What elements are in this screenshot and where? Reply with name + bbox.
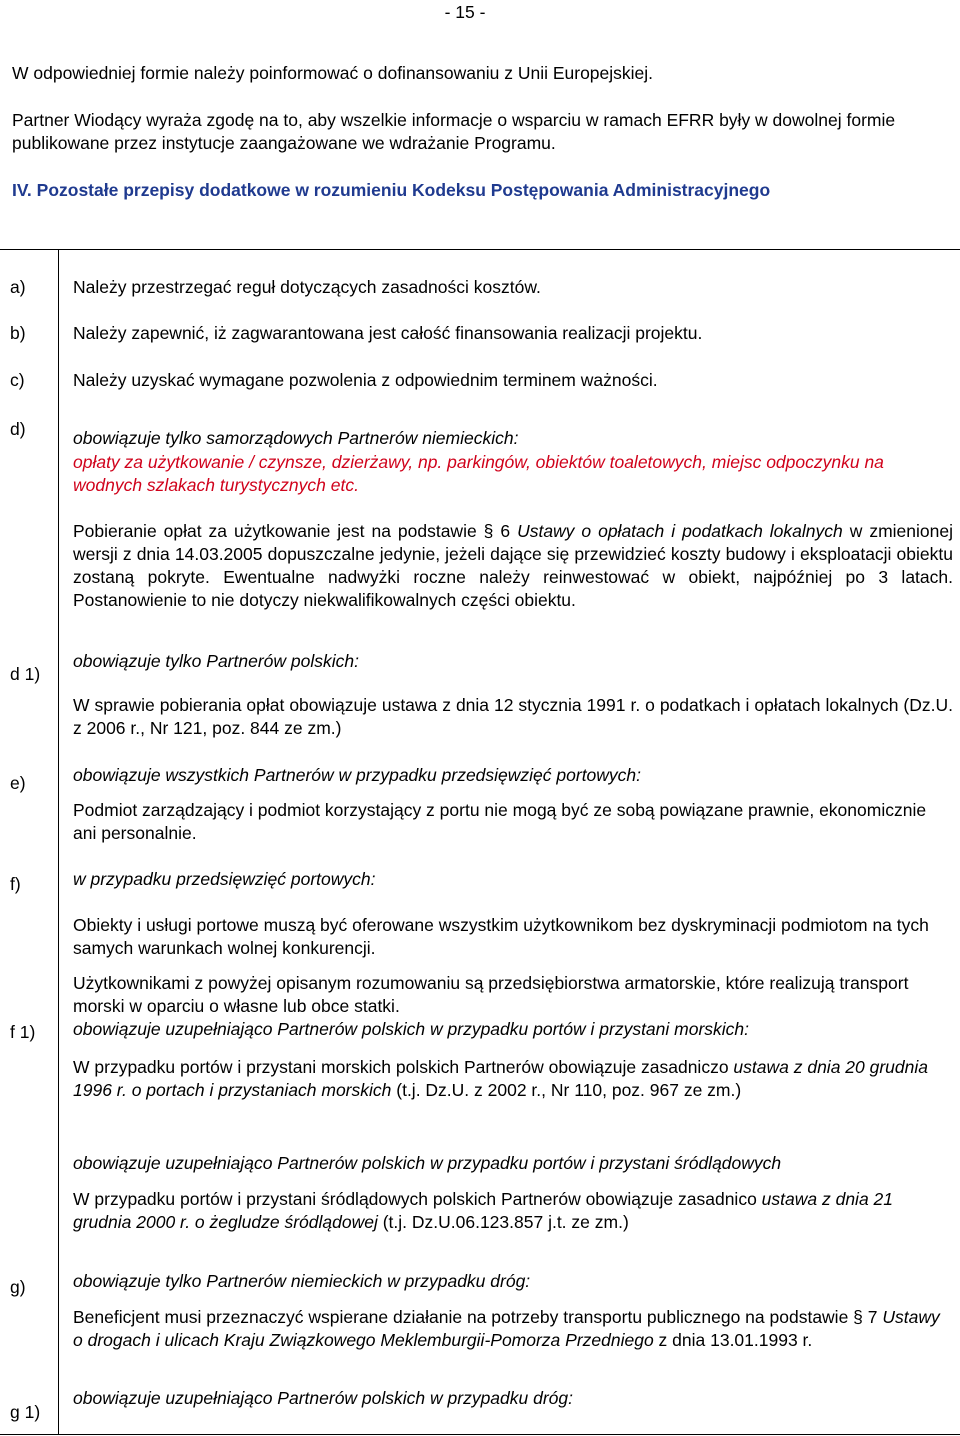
- item-e-label: e): [10, 773, 26, 793]
- item-g-law-title: Ustawy o drogach i ulicach Kraju Związkowego Meklemburgii-Pomorza Przedniego: [73, 1307, 940, 1350]
- item-f1-scope-2: obowiązuje uzupełniająco Partnerów polskich w przypadku portów i przystani śródlądowych: [73, 1153, 782, 1173]
- item-g-body-part-2: z dnia 13.01.1993 r.: [653, 1330, 813, 1350]
- item-e-scope: obowiązuje wszystkich Partnerów w przypadku przedsięwzięć portowych:: [73, 765, 642, 785]
- item-f-body-1: Obiekty i usługi portowe muszą być oferowane wszystkim użytkownikom bez dyskryminacji podmiotom na tych samych warunkach wolnej konkurencji.: [73, 915, 929, 958]
- item-d-law-title: Ustawy o opłatach i podatkach lokalnych: [517, 521, 843, 541]
- item-d-body-part-2: w zmienionej wersji z dnia 14.03.2005 dopuszczalne jedynie, jeżeli dające się przewidzieć koszty budowy i eksploatacji obiektu zostaną pokryte. Ewentualne nadwyżki roczne należy reinwestować w obiekt, najpóźniej po 3 latach. Postanowienie to nie dotyczy niekwalifikowalnych części obiektu.: [73, 521, 953, 610]
- item-a-text: Należy przestrzegać reguł dotyczących zasadności kosztów.: [73, 277, 541, 297]
- item-f1-body-a: [73, 1056, 953, 1102]
- item-f1-body-a-part-1: W przypadku portów i przystani morskich polskich Partnerów obowiązuje zasadniczo: [73, 1057, 734, 1077]
- item-f-label: f): [10, 874, 21, 894]
- intro-paragraph-1: W odpowiedniej formie należy poinformować o dofinansowaniu z Unii Europejskiej.: [12, 63, 654, 83]
- item-f1-body-b-part-2: (t.j. Dz.U.06.123.857 j.t. ze zm.): [377, 1212, 629, 1232]
- item-f1-body-b: [73, 1188, 953, 1234]
- item-d1-scope: obowiązuje tylko Partnerów polskich:: [73, 651, 359, 671]
- item-d1-body: W sprawie pobierania opłat obowiązuje ustawa z dnia 12 stycznia 1991 r. o podatkach i opłatach lokalnych (Dz.U. z 2006 r., Nr 121, poz. 844 ze zm.): [73, 695, 953, 738]
- item-c-label: c): [10, 370, 25, 390]
- intro-paragraph-2: Partner Wiodący wyraża zgodę na to, aby wszelkie informacje o wsparciu w ramach EFRR były w dowolnej formie publikowane przez instytucje zaangażowane we wdrażanie Programu.: [12, 110, 896, 153]
- item-b-label: b): [10, 323, 26, 343]
- item-a-label: a): [10, 277, 26, 297]
- page-number: - 15 -: [444, 2, 486, 22]
- item-f1-body-b-part-1: W przypadku portów i przystani śródlądowych polskich Partnerów obowiązuje zasadnico: [73, 1189, 762, 1209]
- item-f1-scope: obowiązuje uzupełniająco Partnerów polskich w przypadku portów i przystani morskich:: [73, 1019, 750, 1039]
- item-d1-label: d 1): [10, 664, 41, 684]
- item-g-label: g): [10, 1277, 26, 1297]
- item-f-body-2: Użytkownikami z powyżej opisanym rozumowaniu są przedsiębiorstwa armatorskie, które realizują transport morski w oparciu o własne lub obce statki.: [73, 973, 909, 1016]
- item-e-body: Podmiot zarządzający i podmiot korzystający z portu nie mogą być ze sobą powiązane prawnie, ekonomicznie ani personalnie.: [73, 800, 927, 843]
- item-f-scope: w przypadku przedsięwzięć portowych:: [73, 869, 376, 889]
- section-heading: IV. Pozostałe przepisy dodatkowe w rozumieniu Kodeksu Postępowania Administracyjnego: [12, 180, 771, 200]
- item-d-body-part-1: Pobieranie opłat za użytkowanie jest na podstawie § 6: [73, 521, 518, 541]
- table-top-rule: [0, 249, 960, 250]
- item-g1-scope: obowiązuje uzupełniająco Partnerów polskich w przypadku dróg:: [73, 1388, 574, 1408]
- item-g-scope: obowiązuje tylko Partnerów niemieckich w przypadku dróg:: [73, 1271, 531, 1291]
- item-d-body: [73, 520, 953, 612]
- item-g-body: [73, 1306, 953, 1352]
- item-d-label: d): [10, 419, 26, 439]
- item-f1-law-title-b: ustawa z dnia 21 grudnia 2000 r. o żegludze śródlądowej: [73, 1189, 894, 1232]
- item-d-fee-types: opłaty za użytkowanie / czynsze, dzierżawy, np. parkingów, obiektów toaletowych, miejsc odpoczynku na wodnych szlakach turystycznych etc.: [73, 452, 884, 495]
- item-g1-label: g 1): [10, 1402, 41, 1422]
- item-c-text: Należy uzyskać wymagane pozwolenia z odpowiednim terminem ważności.: [73, 370, 658, 390]
- item-g-body-part-1: Beneficjent musi przeznaczyć wspierane działanie na potrzeby transportu publicznego na podstawie § 7: [73, 1307, 883, 1327]
- column-divider-upper: [58, 250, 59, 640]
- item-d-scope: obowiązuje tylko samorządowych Partnerów niemieckich:: [73, 428, 519, 448]
- item-f1-body-a-part-2: (t.j. Dz.U. z 2002 r., Nr 110, poz. 967 ze zm.): [391, 1080, 742, 1100]
- item-f1-label: f 1): [10, 1022, 36, 1042]
- item-f1-law-title-a: ustawa z dnia 20 grudnia 1996 r. o portach i przystaniach morskich: [73, 1057, 928, 1100]
- item-b-text: Należy zapewnić, iż zagwarantowana jest całość finansowania realizacji projektu.: [73, 323, 703, 343]
- table-bottom-rule: [0, 1434, 960, 1435]
